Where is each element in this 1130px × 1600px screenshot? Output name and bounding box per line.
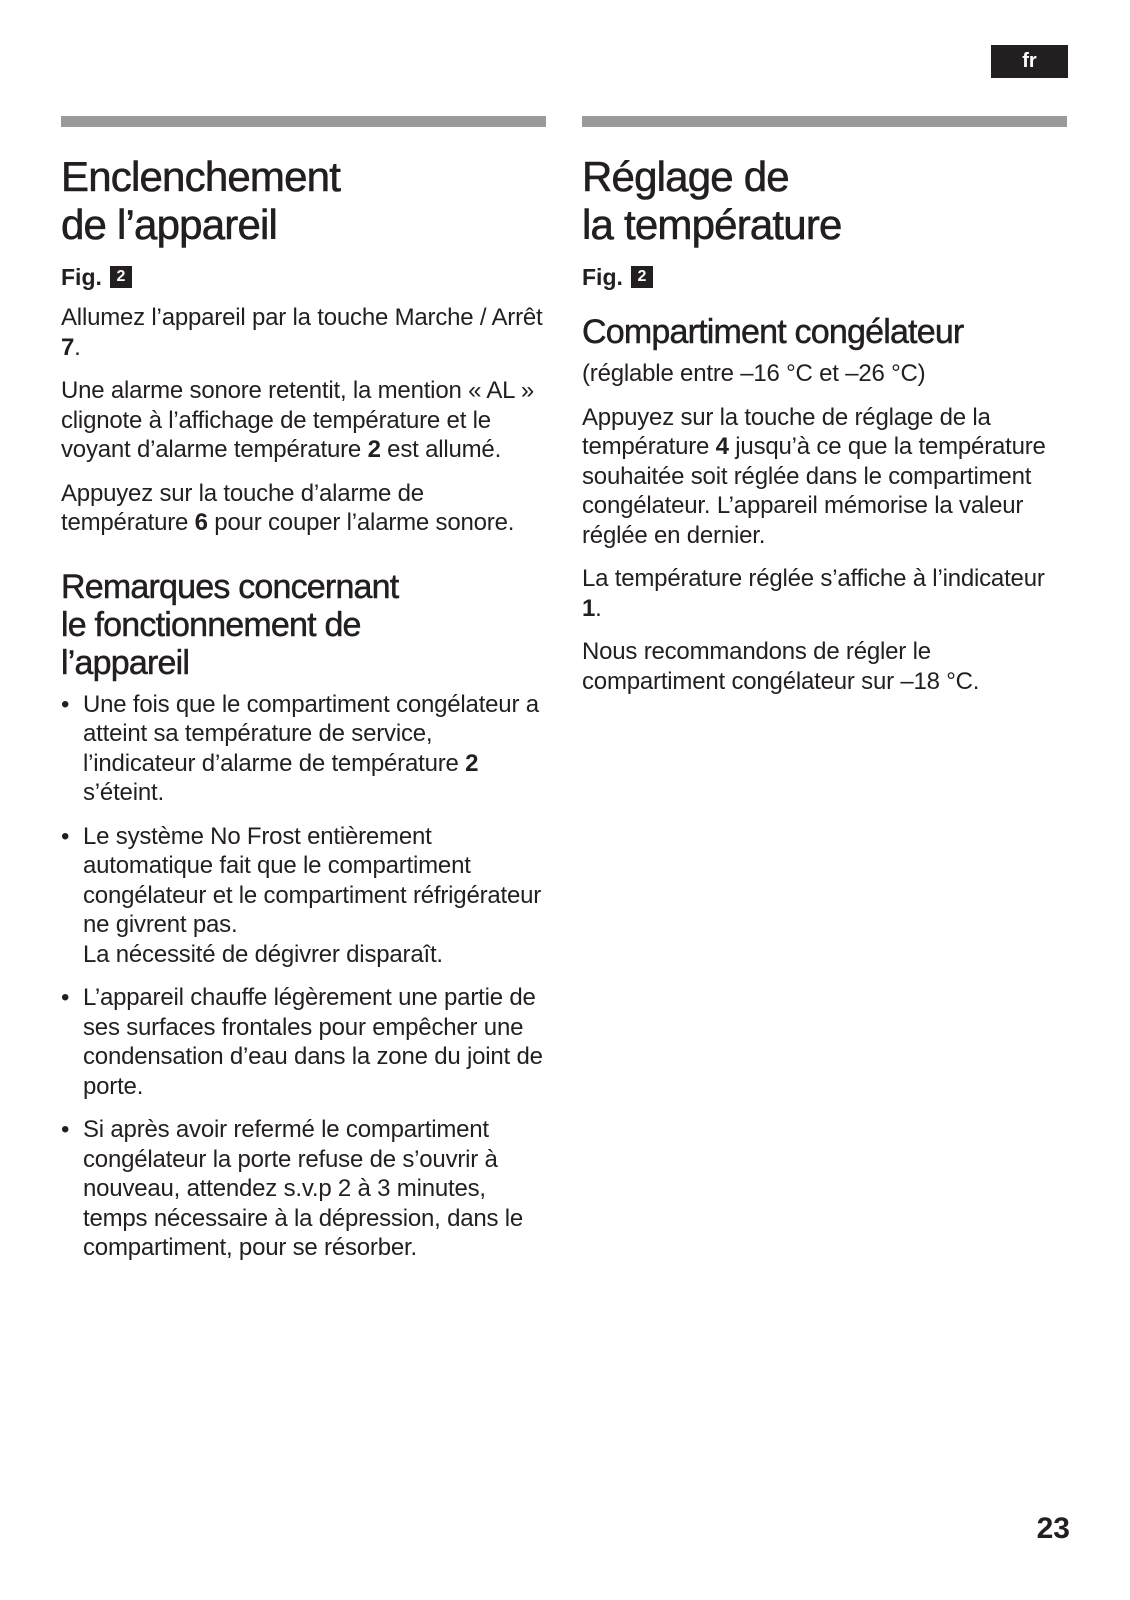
- paragraph: Appuyez sur la touche de réglage de la température 4 jusqu’à ce que la température souhaitée soit réglée dans le compartiment congélateur. L’appareil mémorise la valeur réglée en dernier.: [582, 403, 1046, 549]
- temperature-range: (réglable entre –16 °C et –26 °C): [582, 360, 926, 387]
- list-item: • L’appareil chauffe légèrement une partie de ses surfaces frontales pour empêcher une condensation d’eau dans la zone du joint de porte.: [61, 984, 543, 1100]
- list-item: • Une fois que le compartiment congélateur a atteint sa température de service, l’indicateur d’alarme de température 2 s’éteint.: [61, 690, 539, 806]
- page-number: 23: [1036, 1512, 1070, 1545]
- section-rule: [61, 116, 546, 127]
- section-title: Réglage de la température: [582, 153, 842, 248]
- list-item: • Si après avoir refermé le compartiment congélateur la porte refuse de s’ouvrir à nouveau, attendez s.v.p 2 à 3 minutes, temps nécessaire à la dépression, dans le compartiment, pour se résorber.: [61, 1116, 524, 1261]
- bullet-icon: •: [61, 690, 70, 718]
- subsection-title: Remarques concernant le fonctionnement de l’appareil: [61, 567, 399, 682]
- paragraph: Appuyez sur la touche d’alarme de température 6 pour couper l’alarme sonore.: [61, 479, 515, 536]
- list-item: • Le système No Frost entièrement automatique fait que le compartiment congélateur et le compartiment réfrigérateur ne givrent pas. La nécessité de dégivrer disparaît.: [61, 822, 542, 968]
- remarks-list: [61, 690, 546, 1263]
- paragraph: Une alarme sonore retentit, la mention « AL » clignote à l’affichage de température et le voyant d’alarme température 2 est allumé.: [61, 377, 535, 463]
- paragraph: Allumez l’appareil par la touche Marche / Arrêt 7.: [61, 304, 543, 361]
- bullet-icon: •: [61, 822, 70, 850]
- figure-reference: Fig. 2: [582, 263, 1067, 291]
- figure-reference: Fig. 2: [61, 263, 546, 291]
- subsection-title: Compartiment congélateur: [582, 313, 964, 351]
- bullet-icon: •: [61, 984, 70, 1011]
- language-tab: fr: [991, 45, 1068, 78]
- right-column: [582, 116, 1067, 710]
- paragraph: Nous recommandons de régler le compartiment congélateur sur –18 °C.: [582, 638, 980, 695]
- figure-number-badge: 2: [110, 266, 132, 288]
- paragraph: La température réglée s’affiche à l’indicateur 1.: [582, 565, 1045, 622]
- figure-number-badge: 2: [631, 266, 653, 288]
- left-column: [61, 116, 546, 1277]
- section-rule: [582, 116, 1067, 127]
- bullet-icon: •: [61, 1116, 70, 1143]
- section-title: Enclenchement de l’appareil: [61, 153, 341, 248]
